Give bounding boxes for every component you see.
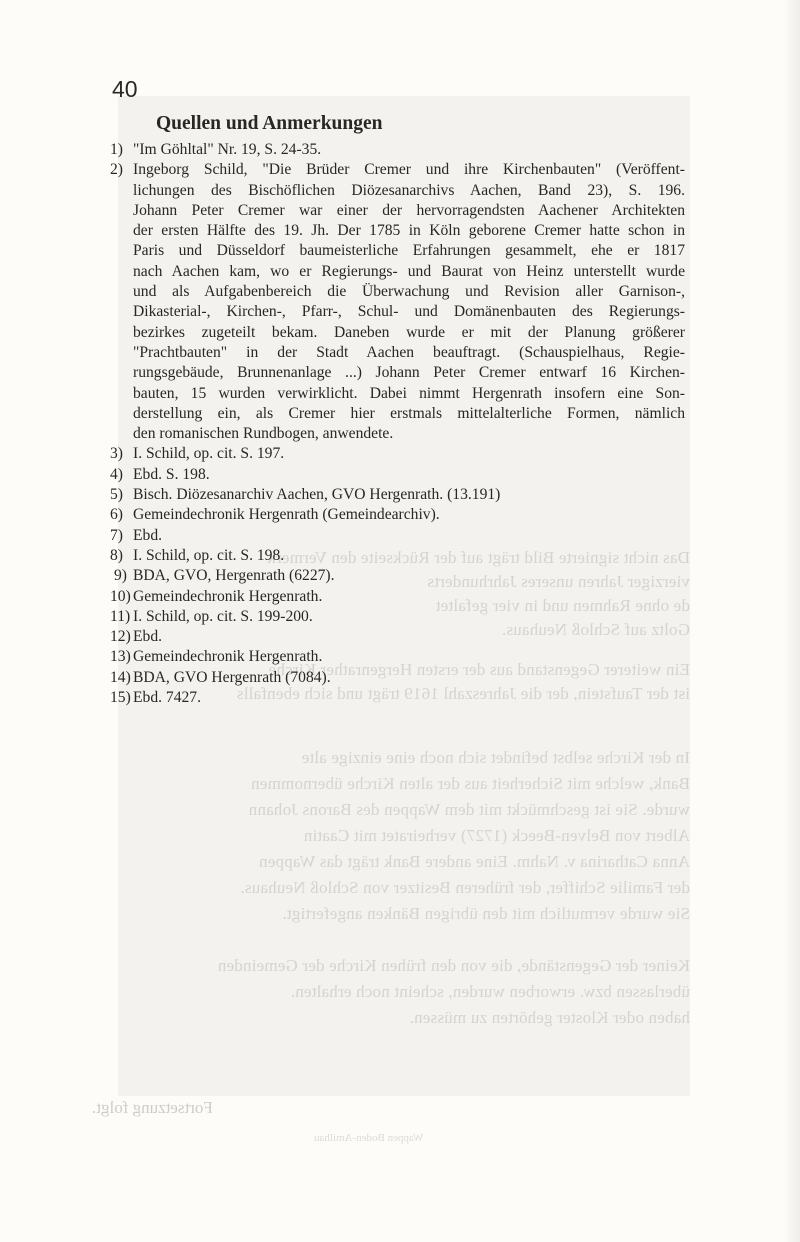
showthrough-line: wurde. Sie ist geschmückt mit dem Wappen des Barons Johann — [248, 800, 690, 819]
footnote-line: Ebd. 7427. — [133, 689, 202, 707]
footnote-line: den romanischen Rundbogen, anwendete. — [133, 425, 394, 443]
footnote-item — [110, 526, 685, 546]
footnote-number: 3) — [110, 445, 123, 463]
footnote-line: I. Schild, op. cit. S. 198. — [133, 546, 285, 564]
footnote-text — [133, 444, 685, 464]
footnote-item — [110, 566, 685, 586]
footnote-line: Ebd. S. 198. — [133, 465, 210, 483]
footnote-text — [133, 688, 685, 708]
footnote-line: I. Schild, op. cit. S. 197. — [133, 445, 285, 463]
footnote-item — [110, 546, 685, 566]
footnote-item — [110, 505, 685, 525]
footnote-line: Ebd. — [133, 628, 163, 646]
showthrough-line: In der Kirche selbst befindet sich noch eine einzige alte — [301, 748, 690, 767]
footnote-line: Bisch. Diözesanarchiv Aachen, GVO Hergenrath. (13.191) — [133, 486, 501, 504]
showthrough-line: Albert von Belven-Beeck (1727) verheiratet mit Caatin — [303, 826, 690, 845]
footnote-line: Dikasterial-, Kirchen-, Pfarr-, Schul- und Domänenbauten des Regierungs- — [133, 303, 685, 321]
footnote-text — [133, 526, 685, 546]
footnote-text — [133, 668, 685, 688]
footnote-item — [110, 647, 685, 667]
footnote-item — [110, 485, 685, 505]
showthrough-line: ist der Taufstein, der die Jahreszahl 1619 trägt und sich ebenfalls — [236, 684, 690, 703]
showthrough-line: Keiner der Gegenstände, die von den frühen Kirche der Gemeinden — [217, 956, 690, 975]
footnote-item — [110, 668, 685, 688]
showthrough-line: überlassen bzw. erworben wurden, scheint noch erhalten. — [290, 982, 690, 1001]
footnote-text — [133, 587, 685, 607]
page-number: 40 — [112, 76, 138, 102]
footnotes-list — [110, 140, 685, 708]
footnote-item — [110, 688, 685, 708]
footnote-number: 9) — [114, 567, 127, 585]
footnote-line: "Im Göhltal" Nr. 19, S. 24-35. — [133, 141, 322, 158]
footnote-line: bezirkes zugeteilt bekam. Daneben wurde er mit der Planung größerer — [133, 323, 685, 341]
page-edge-shadow — [784, 0, 800, 1242]
showthrough-caption: Wappen Boden-Amilhau — [314, 1132, 424, 1144]
showthrough-line: der Familie Schiffer, der früheren Besitzer von Schloß Neuhaus. — [240, 878, 690, 897]
footnote-item — [110, 160, 685, 444]
footnote-number: 12) — [110, 628, 131, 646]
footnote-number: 13) — [110, 648, 131, 666]
showthrough-line: vierziger Jahren unseres Jahrhunderts — [427, 572, 690, 591]
footnote-text — [133, 465, 685, 485]
footnote-line: Gemeindechronik Hergenrath. — [133, 587, 323, 605]
showthrough-footer: Fortsetzung folgt. — [92, 1098, 213, 1117]
footnote-text — [133, 627, 685, 647]
footnote-item — [110, 444, 685, 464]
showthrough-line: haben oder Kloster gehörten zu müssen. — [409, 1008, 690, 1027]
footnote-number: 7) — [110, 526, 123, 544]
footnote-line: Paris und Düsseldorf baumeisterliche Erfahrungen gesammelt, ehe er 1817 — [133, 242, 685, 260]
footnote-text — [133, 546, 685, 566]
footnote-line: rungsgebäude, Brunnenanlage ...) Johann Peter Cremer entwarf 16 Kirchen- — [133, 364, 685, 382]
footnote-line: lichungen des Bischöflichen Diözesanarchivs Aachen, Band 23), S. 196. — [133, 181, 685, 199]
footnote-item — [110, 140, 685, 160]
footnote-text — [133, 505, 685, 525]
footnote-text — [133, 566, 685, 586]
footnote-line: BDA, GVO, Hergenrath (6227). — [133, 567, 335, 585]
footnote-line: Ebd. — [133, 526, 163, 544]
footnote-number: 14) — [110, 668, 131, 686]
footnote-line: Gemeindechronik Hergenrath (Gemeindearchiv). — [133, 506, 440, 524]
footnote-number: 1) — [110, 141, 123, 158]
section-heading: Quellen und Anmerkungen — [156, 113, 383, 134]
footnote-line: Johann Peter Cremer war einer der hervorragendsten Aachener Architekten — [133, 201, 685, 219]
footnote-line: Gemeindechronik Hergenrath. — [133, 648, 323, 666]
footnote-number: 6) — [110, 506, 123, 524]
footnote-number: 2) — [110, 161, 123, 179]
footnote-line: "Prachtbauten" in der Stadt Aachen beauftragt. (Schauspielhaus, Regie- — [133, 343, 685, 361]
footnote-item — [110, 627, 685, 647]
showthrough-line: Ein weiterer Gegenstand aus der ersten Hergenrather Kirche — [268, 660, 690, 679]
footnote-line: derstellung ein, als Cremer hier erstmals mittelalterliche Formen, nämlich — [133, 404, 685, 422]
footnote-text — [133, 647, 685, 667]
footnote-line: bauten, 15 wurden verwirklicht. Dabei nimmt Hergenrath insofern eine Son- — [133, 384, 685, 402]
footnote-number: 8) — [110, 546, 123, 564]
footnote-text — [133, 607, 685, 627]
footnote-number: 11) — [110, 607, 131, 625]
footnote-text — [133, 485, 685, 505]
showthrough-line: Das nicht signierte Bild trägt auf der Rückseite den Vermerk — [267, 548, 690, 567]
showthrough-line: de ohne Rahmen und in vier gefaltet — [435, 596, 690, 615]
showthrough-line: Sie wurde vermutlich mit den übrigen Bänken angefertigt. — [282, 904, 690, 923]
showthrough-line: Goltz auf Schloß Neuhaus. — [501, 620, 690, 639]
footnote-number: 10) — [110, 587, 131, 605]
footnote-item — [110, 607, 685, 627]
showthrough-line: Bank, welche mit Sicherheit aus der alten Kirche übernommen — [250, 774, 690, 793]
footnote-number: 5) — [110, 486, 123, 504]
footnote-number: 4) — [110, 465, 123, 483]
footnote-item — [110, 587, 685, 607]
footnote-line: und als Aufgabenbereich die Überwachung und Revision aller Garnison-, — [133, 283, 685, 301]
footnote-text — [133, 160, 685, 444]
showthrough-line: Anna Catharina v. Nahm. Eine andere Bank trägt das Wappen — [258, 852, 690, 871]
footnote-line: nach Aachen kam, wo er Regierungs- und Baurat von Heinz unterstellt wurde — [133, 262, 685, 280]
footnote-line: Ingeborg Schild, "Die Brüder Cremer und ihre Kirchenbauten" (Veröffent- — [133, 161, 685, 179]
footnote-line: I. Schild, op. cit. S. 199-200. — [133, 607, 313, 625]
footnote-text — [133, 140, 685, 160]
footnote-line: der ersten Hälfte des 19. Jh. Der 1785 in Köln geborene Cremer hatte schon in — [133, 222, 685, 240]
footnote-line: BDA, GVO Hergenrath (7084). — [133, 668, 331, 686]
footnote-number: 15) — [110, 689, 131, 707]
footnote-item — [110, 465, 685, 485]
